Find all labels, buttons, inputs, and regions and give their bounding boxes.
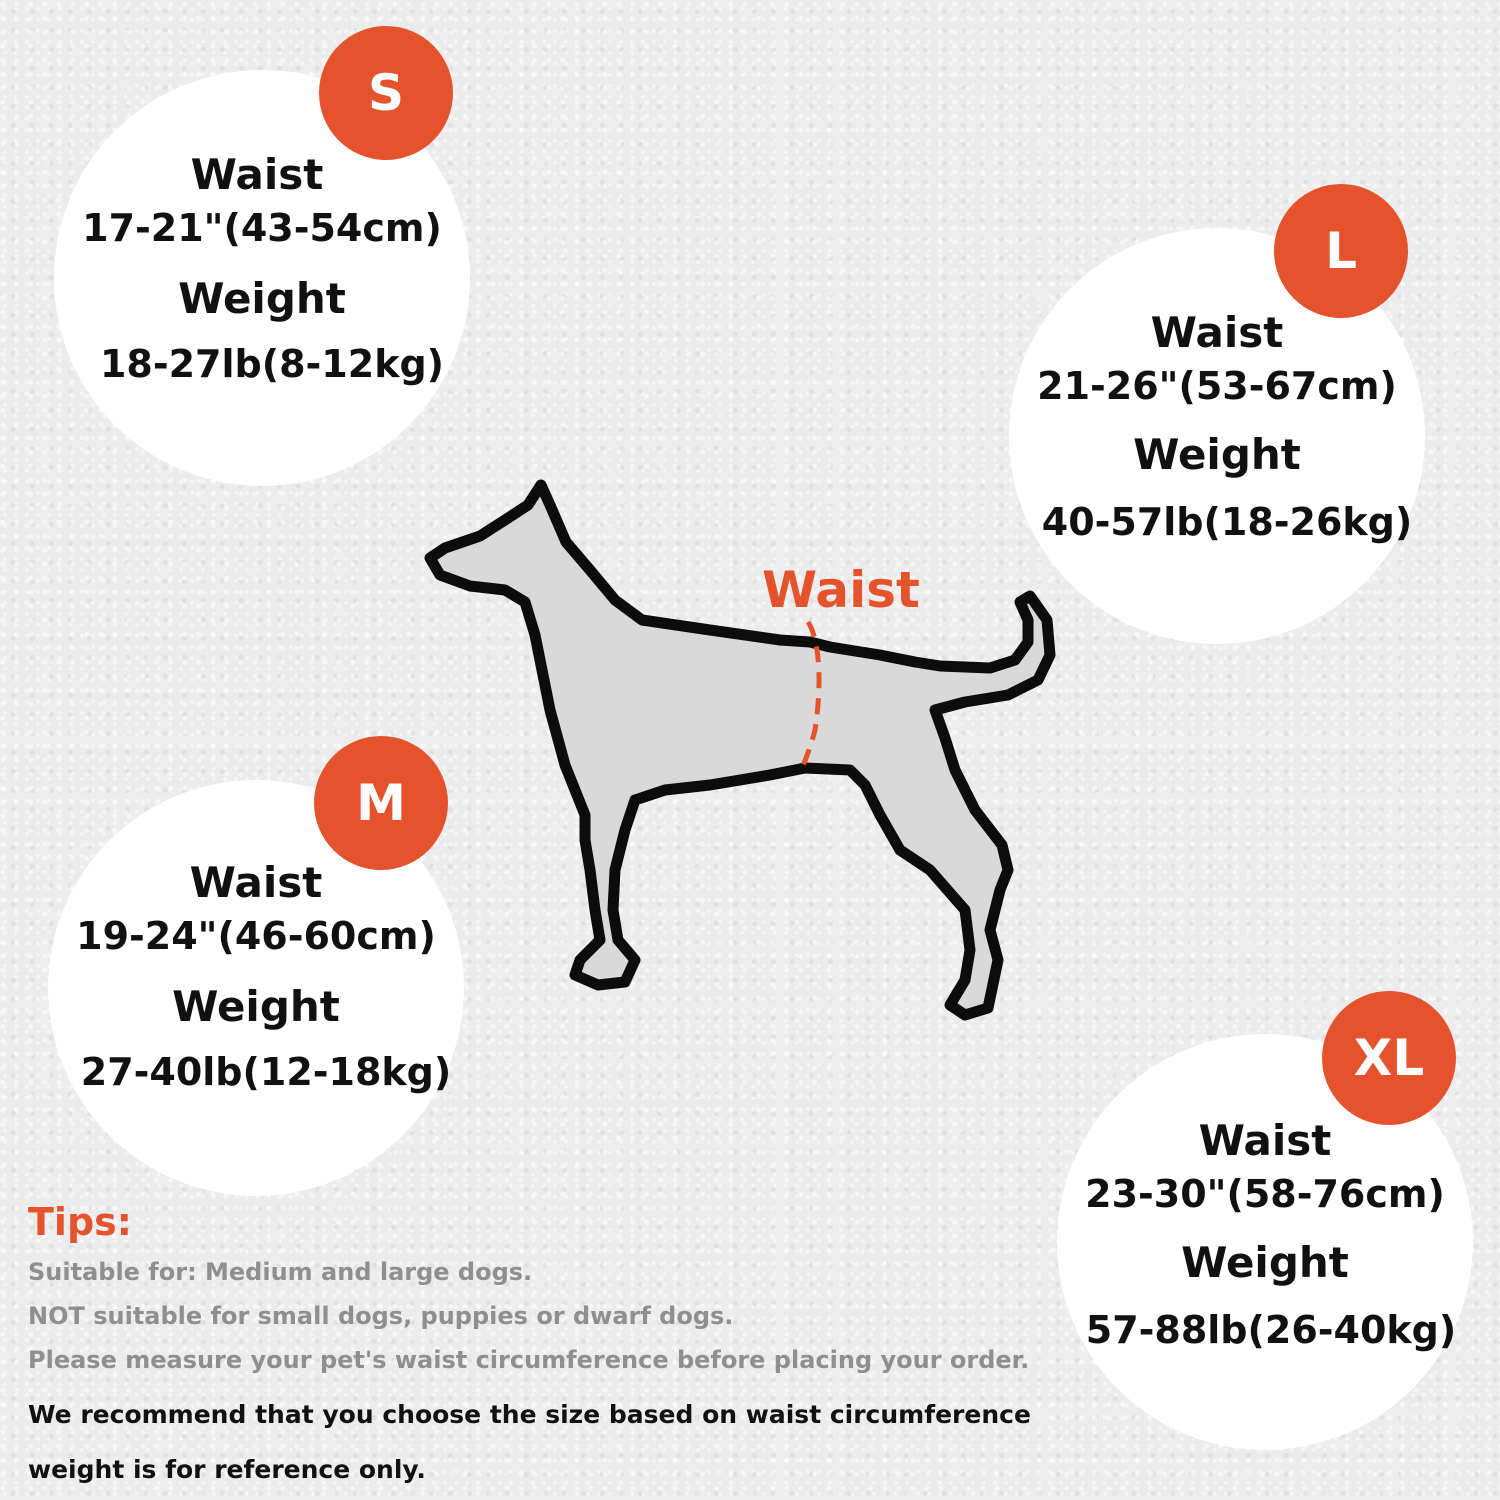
dog-waist-label: Waist	[762, 561, 920, 619]
dog-silhouette	[430, 485, 1050, 1015]
weight-value: 27-40lb(12-18kg)	[80, 1050, 452, 1094]
waist-label: Waist	[189, 858, 323, 907]
size-badge-xl: XL	[1322, 991, 1456, 1125]
waist-value: 17-21"(43-54cm)	[82, 206, 442, 250]
weight-label: Weight	[1181, 1238, 1349, 1287]
size-badge-s: S	[319, 26, 453, 160]
waist-label: Waist	[1198, 1116, 1332, 1165]
weight-value: 40-57lb(18-26kg)	[1041, 500, 1413, 544]
waist-value: 19-24"(46-60cm)	[76, 914, 436, 958]
dog-illustration	[410, 470, 1070, 1040]
tip-recommendation: weight is for reference only.	[28, 1455, 426, 1484]
weight-value: 57-88lb(26-40kg)	[1085, 1308, 1457, 1352]
size-badge-l: L	[1274, 184, 1408, 318]
waist-value: 21-26"(53-67cm)	[1037, 364, 1397, 408]
tip-line: NOT suitable for small dogs, puppies or dwarf dogs.	[28, 1302, 734, 1330]
waist-label: Waist	[1150, 308, 1284, 357]
tip-line: Please measure your pet's waist circumference before placing your order.	[28, 1346, 1030, 1374]
tip-line: Suitable for: Medium and large dogs.	[28, 1258, 533, 1286]
waist-value: 23-30"(58-76cm)	[1085, 1172, 1445, 1216]
weight-label: Weight	[1133, 430, 1301, 479]
tip-recommendation: We recommend that you choose the size based on waist circumference	[28, 1400, 1031, 1429]
weight-label: Weight	[172, 982, 340, 1031]
tips-title: Tips:	[28, 1200, 132, 1244]
weight-label: Weight	[178, 274, 346, 323]
weight-value: 18-27lb(8-12kg)	[99, 342, 445, 386]
size-badge-m: M	[314, 736, 448, 870]
waist-label: Waist	[190, 150, 324, 199]
